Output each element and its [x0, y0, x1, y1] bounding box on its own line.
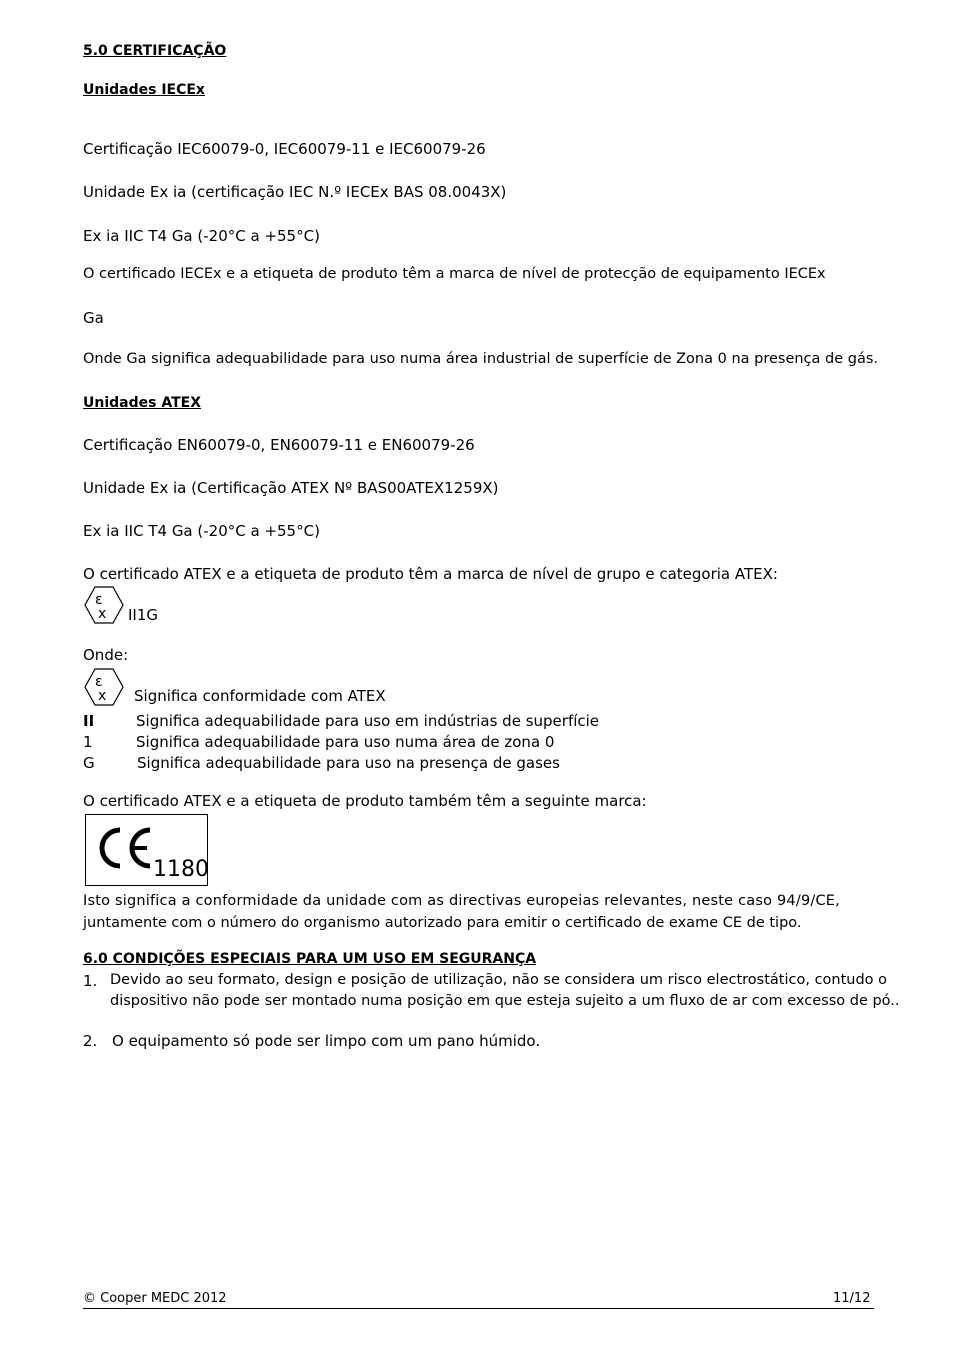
legend-text: Significa adequabilidade para uso na presença de gases	[137, 754, 560, 772]
iecex-heading: Unidades IECEx	[83, 82, 205, 98]
ce-mark-icon	[85, 814, 208, 886]
special-conditions-heading: 6.0 CONDIÇÕES ESPECIAIS PARA UM USO EM SEGURANÇA	[83, 951, 537, 967]
ex-hexagon-icon	[83, 667, 125, 707]
onde-label: Onde:	[83, 646, 129, 664]
list-item-number: 1.	[83, 972, 98, 990]
atex-certification-line: Certificação EN60079-0, EN60079-11 e EN60079-26	[83, 436, 475, 454]
ce-meaning-line: juntamente com o número do organismo autorizado para emitir o certificado de exame CE de tipo.	[83, 915, 802, 931]
ce-notified-body-number: 1180	[153, 857, 209, 882]
atex-group-category: II1G	[128, 606, 159, 624]
iecex-certification-line: Certificação IEC60079-0, IEC60079-11 e IEC60079-26	[83, 140, 486, 158]
iecex-marking-line: Ex ia IIC T4 Ga (-20°C a +55°C)	[83, 227, 320, 245]
atex-unit-line: Unidade Ex ia (Certificação ATEX Nº BAS00ATEX1259X)	[83, 479, 499, 497]
legend-text: Significa adequabilidade para uso numa área de zona 0	[136, 733, 555, 751]
footer-divider	[83, 1308, 874, 1309]
legend-key: II	[83, 712, 95, 730]
iecex-description-line: O certificado IECEx e a etiqueta de produto têm a marca de nível de protecção de equipamento IECEx	[83, 266, 826, 282]
list-item-text: Devido ao seu formato, design e posição de utilização, não se considera um risco electrostático, contudo o	[110, 972, 888, 988]
legend-text: Significa adequabilidade para uso em indústrias de superfície	[136, 712, 600, 730]
legend-key: 1	[83, 733, 93, 751]
ex-hexagon-icon	[83, 585, 125, 625]
list-item-text: dispositivo não pode ser montado numa posição em que esteja sujeito a um fluxo de ar com excesso de pó..	[110, 993, 900, 1009]
svg-text:ε: ε	[95, 592, 103, 608]
svg-text:x: x	[98, 606, 107, 622]
svg-text:ε: ε	[95, 674, 103, 690]
legend-key: G	[83, 754, 95, 772]
ex-meaning-text: Significa conformidade com ATEX	[134, 687, 386, 705]
iecex-unit-line: Unidade Ex ia (certificação IEC N.º IECEx BAS 08.0043X)	[83, 183, 507, 201]
ce-meaning-line: Isto significa a conformidade da unidade com as directivas europeias relevantes, neste caso 94/9/CE,	[83, 893, 840, 909]
list-item-text: O equipamento só pode ser limpo com um pano húmido.	[112, 1032, 541, 1050]
list-item-number: 2.	[83, 1032, 98, 1050]
svg-text:x: x	[98, 688, 107, 704]
footer-copyright: © Cooper MEDC 2012	[83, 1291, 227, 1306]
atex-marking-line: Ex ia IIC T4 Ga (-20°C a +55°C)	[83, 522, 320, 540]
footer-page-number: 11/12	[833, 1291, 871, 1306]
iecex-ga-meaning-line: Onde Ga significa adequabilidade para uso numa área industrial de superfície de Zona 0 na presença de gás.	[83, 351, 879, 367]
iecex-ga-line: Ga	[83, 309, 104, 327]
atex-description-line: O certificado ATEX e a etiqueta de produto têm a marca de nível de grupo e categoria ATEX:	[83, 565, 778, 583]
certification-heading: 5.0 CERTIFICAÇÃO	[83, 43, 227, 59]
ce-intro-line: O certificado ATEX e a etiqueta de produto também têm a seguinte marca:	[83, 792, 647, 810]
atex-heading: Unidades ATEX	[83, 395, 201, 411]
